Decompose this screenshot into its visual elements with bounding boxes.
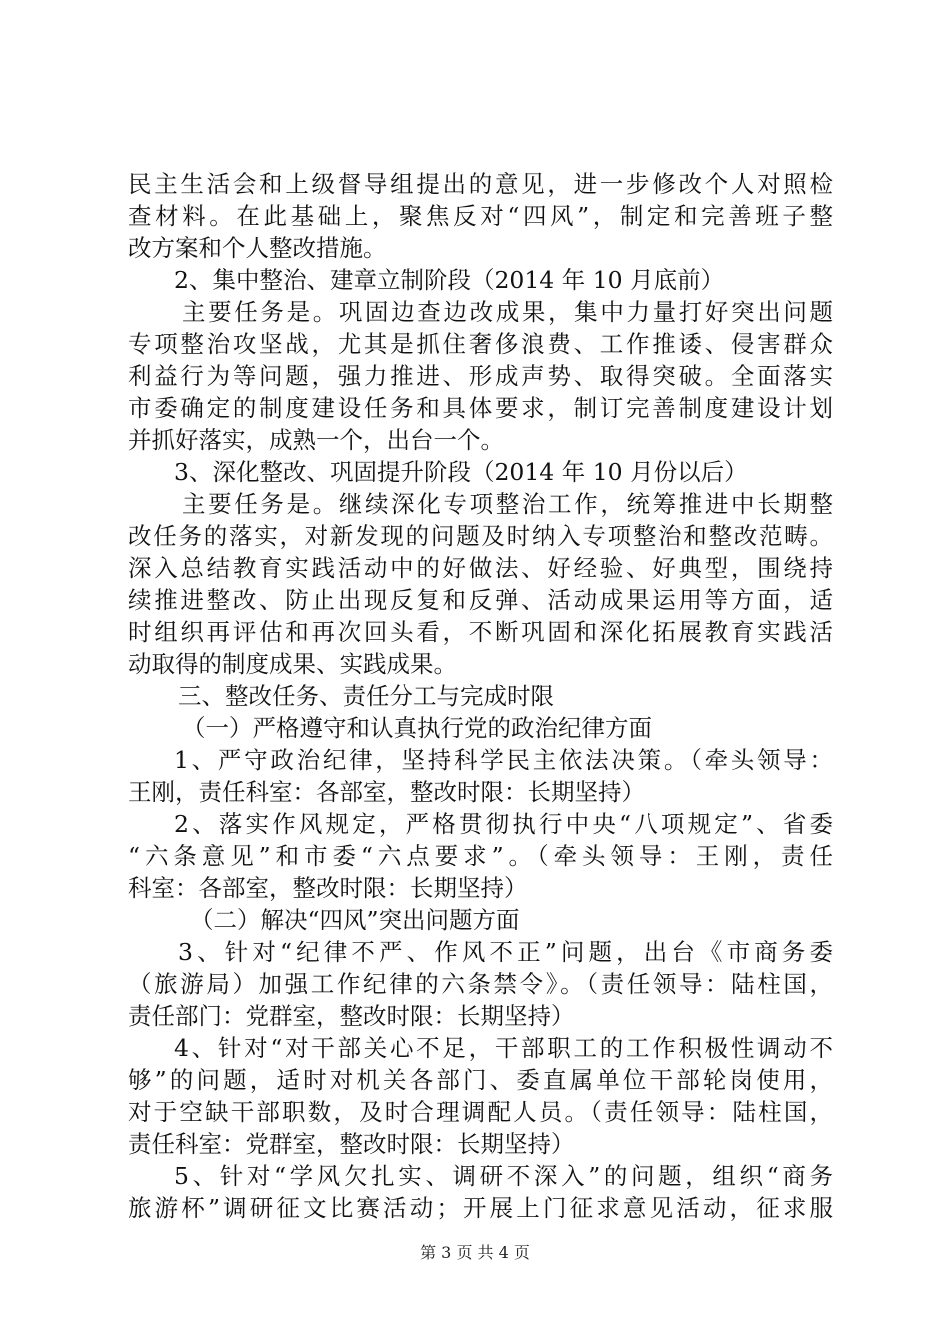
text-line: 对于空缺干部职数，及时合理调配人员。（责任领导：陆柱国， — [128, 1098, 833, 1126]
text-line: 主要任务是。巩固边查边改成果，集中力量打好突出问题 — [182, 298, 833, 326]
text-line: 3、针对“纪律不严、作风不正”问题，出台《市商务委 — [178, 938, 833, 966]
text-line: 责任部门：党群室，整改时限：长期坚持） — [128, 1002, 575, 1030]
text-line: 利益行为等问题，强力推进、形成声势、取得突破。全面落实 — [128, 362, 833, 390]
text-line: 够”的问题，适时对机关各部门、委直属单位干部轮岗使用， — [128, 1066, 833, 1094]
text-line: 三、整改任务、责任分工与完成时限 — [178, 682, 554, 710]
text-line: 查材料。在此基础上，聚焦反对“四风”，制定和完善班子整 — [128, 202, 833, 230]
text-line: 改任务的落实，对新发现的问题及时纳入专项整治和整改范畴。 — [128, 522, 833, 550]
text-line: 4、针对“对干部关心不足，干部职工的工作积极性调动不 — [174, 1034, 833, 1062]
document-body — [128, 168, 833, 1224]
text-line: 并抓好落实，成熟一个，出台一个。 — [128, 426, 504, 454]
text-line: 3、深化整改、巩固提升阶段（2014 年 10 月份以后） — [174, 458, 748, 486]
text-line: “六条意见”和市委“六点要求”。（牵头领导：王刚，责任 — [128, 842, 833, 870]
text-line: 责任科室：党群室，整改时限：长期坚持） — [128, 1130, 575, 1158]
page-footer: 第 3 页 共 4 页 — [420, 1243, 530, 1262]
text-line: 动取得的制度成果、实践成果。 — [128, 650, 457, 678]
text-line: 时组织再评估和再次回头看，不断巩固和深化拓展教育实践活 — [128, 618, 833, 646]
text-line: 王刚，责任科室：各部室，整改时限：长期坚持） — [128, 778, 645, 806]
text-line: 5、针对“学风欠扎实、调研不深入”的问题，组织“商务 — [174, 1162, 833, 1190]
text-line: 1、严守政治纪律，坚持科学民主依法决策。（牵头领导： — [174, 746, 833, 774]
text-line: 市委确定的制度建设任务和具体要求，制订完善制度建设计划 — [128, 394, 833, 422]
text-line: 专项整治攻坚战，尤其是抓住奢侈浪费、工作推诿、侵害群众 — [128, 330, 833, 358]
text-line: 民主生活会和上级督导组提出的意见，进一步修改个人对照检 — [128, 170, 833, 198]
text-line: 2、落实作风规定，严格贯彻执行中央“八项规定”、省委 — [174, 810, 833, 838]
text-line: 续推进整改、防止出现反复和反弹、活动成果运用等方面，适 — [128, 586, 833, 614]
text-line: 科室：各部室，整改时限：长期坚持） — [128, 874, 528, 902]
text-line: 旅游杯”调研征文比赛活动；开展上门征求意见活动，征求服 — [128, 1194, 833, 1222]
text-line: （旅游局）加强工作纪律的六条禁令》。（责任领导：陆柱国， — [128, 970, 833, 998]
text-line: （一）严格遵守和认真执行党的政治纪律方面 — [182, 714, 652, 742]
text-line: （二）解决“四风”突出问题方面 — [190, 906, 520, 934]
text-line: 主要任务是。继续深化专项整治工作，统筹推进中长期整 — [182, 490, 833, 518]
text-line: 改方案和个人整改措施。 — [128, 234, 387, 262]
text-line: 2、集中整治、建章立制阶段（2014 年 10 月底前） — [174, 266, 725, 294]
text-line: 深入总结教育实践活动中的好做法、好经验、好典型，围绕持 — [128, 554, 833, 582]
